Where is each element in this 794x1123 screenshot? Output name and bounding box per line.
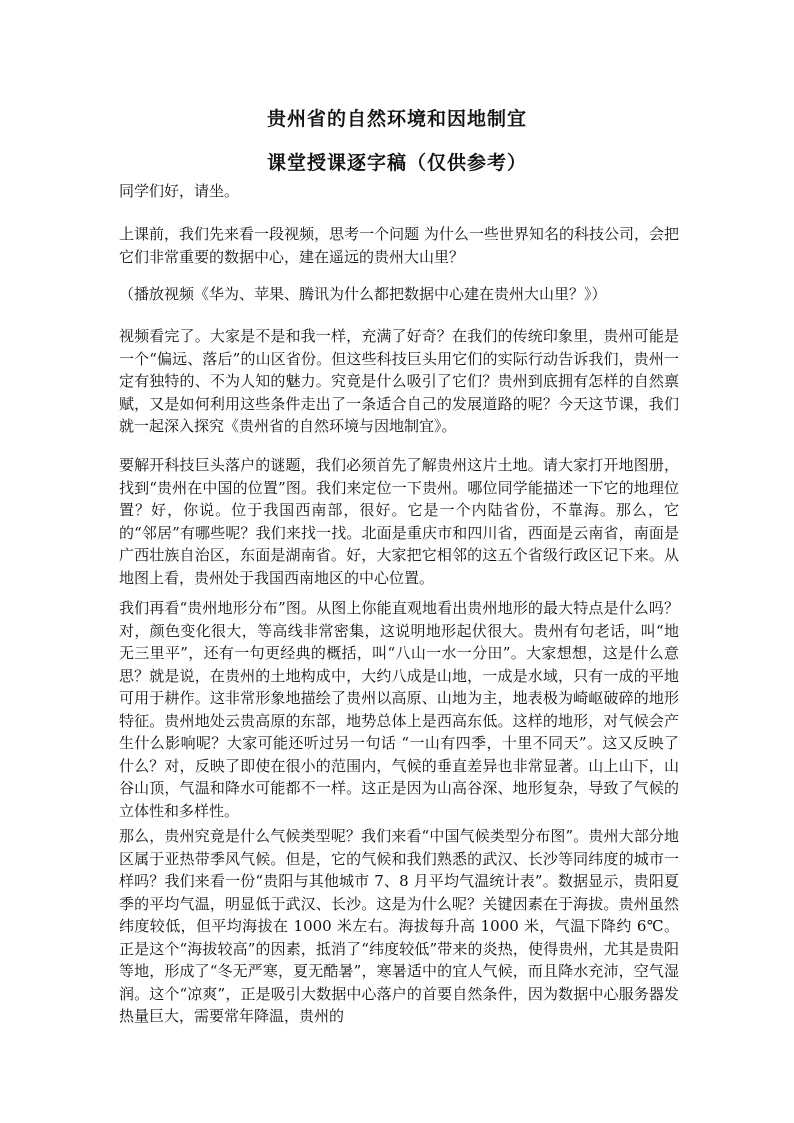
document-title: 贵州省的自然环境和因地制宜: [266, 108, 527, 130]
paragraph-intro: 视频看完了。大家是不是和我一样，充满了好奇？在我们的传统印象里，贵州可能是一个“偏远、落后”的山区省份。但这些科技巨头用它们的实际行动告诉我们，贵州一定有独特的、不为人知的魅力。究竟是什么吸引了它们？贵州到底拥有怎样的自然禀赋，又是如何利用这些条件走出了一条适合自己的发展道路的呢？今天这节课，我们就一起深入探究《贵州省的自然环境与因地制宜》。: [119, 327, 679, 435]
paragraph-climate: 那么，贵州究竟是什么气候类型呢？我们来看“中国气候类型分布图”。贵州大部分地区属于亚热带季风气候。但是，它的气候和我们熟悉的武汉、长沙等同纬度的城市一样吗？我们来看一份“贵阳与其他城市 7、8 月平均气温统计表”。数据显示，贵阳夏季的平均气温，明显低于武汉、长沙。这是为什么呢？关键因素在于海拔。贵州虽然纬度较低，但平均海拔在 1000 米左右。海拔每升高 1000 米，气温下降约 6℃。正是这个“海拔较高”的因素，抵消了“纬度较低”带来的炎热，使得贵州，尤其是贵阳等地，形成了“冬无严寒，夏无酷暑”，寒暑适中的宜人气候，而且降水充沛，空气湿润。这个“凉爽”，正是吸引大数据中心落户的首要自然条件，因为数据中心服务器发热量巨大，需要常年降温，贵州的: [119, 827, 679, 1025]
paragraph-terrain: 我们再看“贵州地形分布”图。从图上你能直观地看出贵州地形的最大特点是什么吗？对，颜色变化很大，等高线非常密集，这说明地形起伏很大。贵州有句老话，叫“地无三里平”，还有一句更经典的概括，叫“八山一水一分田”。大家想想，这是什么意思？就是说，在贵州的土地构成中，大约八成是山地，一成是水域，只有一成的平地可用于耕作。这非常形象地描绘了贵州以高原、山地为主，地表极为崎岖破碎的地形特征。贵州地处云贵高原的东部，地势总体上是西高东低。这样的地形，对气候会产生什么影响呢？大家可能还听过另一句话 “一山有四季，十里不同天”。这又反映了什么？对，反映了即使在很小的范围内，气候的垂直差异也非常显著。山上山下，山谷山顶，气温和降水可能都不一样。这正是因为山高谷深、地形复杂，导致了气候的立体性和多样性。: [119, 599, 679, 820]
paragraph-greeting: 同学们好，请坐。: [119, 182, 240, 200]
document-subtitle: 课堂授课逐字稿（仅供参考）: [266, 152, 527, 174]
paragraph-location: 要解开科技巨头落户的谜题，我们必须首先了解贵州这片土地。请大家打开地图册，找到“贵州在中国的位置”图。我们来定位一下贵州。哪位同学能描述一下它的地理位置？好，你说。位于我国西南部，很好。它是一个内陆省份，不靠海。那么，它的“邻居”有哪些呢？我们来找一找。北面是重庆市和四川省，西面是云南省，南面是广西壮族自治区，东面是湖南省。好，大家把它相邻的这五个省级行政区记下来。从地图上看，贵州处于我国西南地区的中心位置。: [119, 456, 679, 587]
paragraph-video-note: （播放视频《华为、苹果、腾讯为什么都把数据中心建在贵州大山里？》）: [119, 285, 607, 303]
paragraph-question: 上课前，我们先来看一段视频，思考一个问题 为什么一些世界知名的科技公司，会把它们非常重要的数据中心，建在遥远的贵州大山里？: [119, 225, 679, 266]
